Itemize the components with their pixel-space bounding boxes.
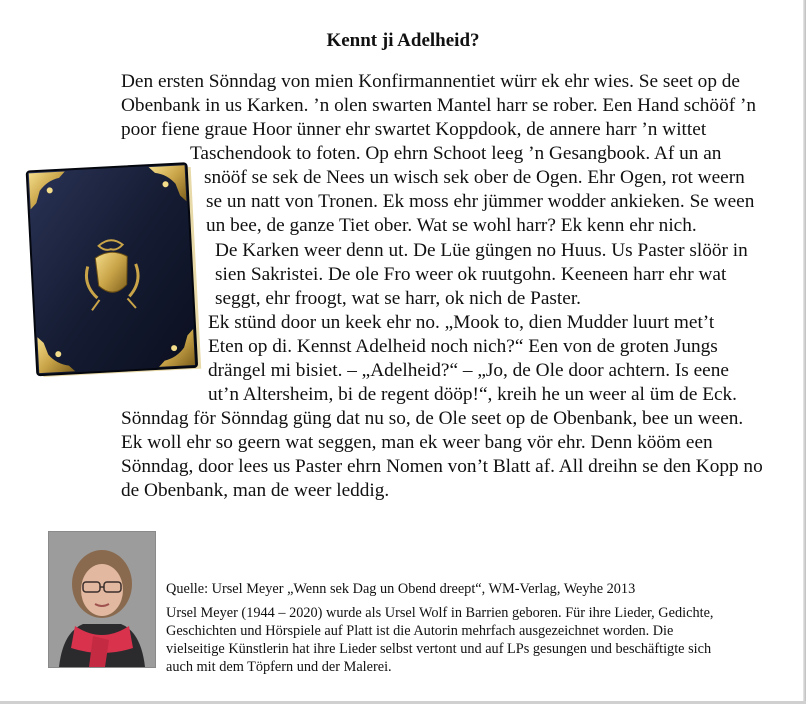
story-line: de Obenbank, man de weer leddig. [121,480,390,501]
story-line: seggt, ehr froogt, wat se harr, ok nich de Paster. [215,288,582,309]
story-line: Sönndag för Sönndag güng dat nu so, de Ole seet op de Obenbank, bee un ween. [121,408,744,429]
author-bio-line: auch mit dem Töpfern und der Malerei. [166,659,392,675]
story-line: se un natt von Tronen. Ek moss ehr jümmer wodder ankieken. Se ween [206,191,755,212]
story-line: snööf se sek de Nees un wisch sek ober de Ogen. Ehr Ogen, rot weern [204,167,745,188]
source-citation: Quelle: Ursel Meyer „Wenn sek Dag un Obend dreept“, WM-Verlag, Weyhe 2013 [166,581,636,597]
author-photo [49,532,155,667]
story-line: Ek stünd door un keek ehr no. „Mook to, dien Mudder luurt met’t [208,312,715,333]
story-line: un bee, de ganze Tiet ober. Wat se wohl harr? Ek kenn ehr nich. [206,215,697,236]
hymnbook-illustration [25,161,208,382]
page-title: Kennt ji Adelheid? [326,30,480,51]
author-bio-line: vielseitige Künstlerin hat ihre Lieder selbst vertont und auf LPs gesungen und beschäftigte sich [166,641,712,657]
story-line: Ek woll ehr so geern wat seggen, man ek weer bang vör ehr. Denn kööm een [121,432,713,453]
author-bio-line: Ursel Meyer (1944 – 2020) wurde als Ursel Wolf in Barrien geboren. Für ihre Lieder, Gedichte, [166,605,714,621]
story-line: drängel mi bisiet. – „Adelheid?“ – „Jo, de Ole door achtern. Is eene [208,360,729,381]
story-line: Den ersten Sönndag von mien Konfirmannentiet würr ek ehr wies. Se seet op de [121,71,740,92]
story-line: Eten op di. Kennst Adelheid noch nich?“ Een von de groten Jungs [208,336,718,357]
story-line: poor fiene graue Hoor ünner ehr swartet Koppdook, de annere harr ’n wittet [121,119,707,140]
story-line: Taschendook to foten. Op ehrn Schoot leeg ’n Gesangbook. Af un an [190,143,722,164]
story-line: Sönndag, door lees us Paster ehrn Nomen von’t Blatt af. All dreihn se den Kopp no [121,456,763,477]
story-line: sien Sakristei. De ole Fro weer ok ruutgohn. Keeneen harr ehr wat [215,264,727,285]
author-bio-line: Geschichten und Hörspiele auf Platt ist die Autorin mehrfach ausgezeichnet worden. Die [166,623,674,639]
story-line: Obenbank in us Karken. ’n olen swarten Mantel harr se rober. Een Hand schööf ’n [121,95,757,116]
story-line: De Karken weer denn ut. De Lüe güngen no Huus. Us Paster slöör in [215,240,748,261]
story-line: ut’n Altersheim, bi de regent dööр!“, kreih he un weer al üm de Eck. [208,384,737,405]
